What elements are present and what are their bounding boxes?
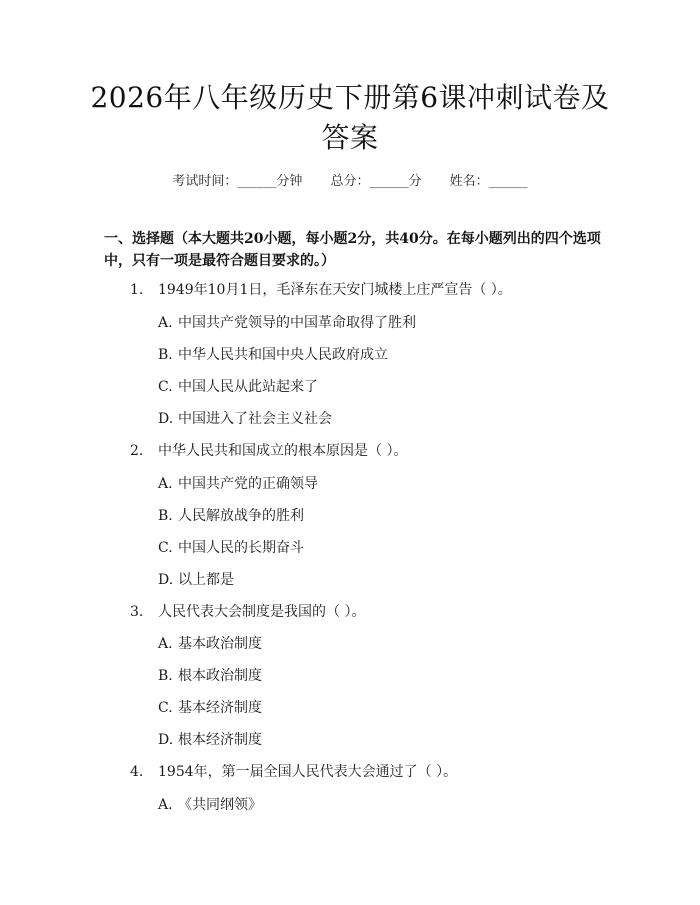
- question-text: 1954年，第一届全国人民代表大会通过了（ ）。: [158, 764, 458, 780]
- total-score-field: 总分：______分: [330, 174, 422, 189]
- option-text: 中国进入了社会主义社会: [178, 411, 332, 427]
- option-letter: D.: [158, 732, 174, 748]
- option-letter: C.: [158, 379, 173, 395]
- option-letter: B.: [158, 668, 173, 684]
- option-letter: A.: [158, 315, 173, 331]
- page-title: 2026年八年级历史下册第6课冲刺试卷及答案: [90, 81, 610, 154]
- section-heading: 一、选择题（本大题共20小题，每小题2分，共40分。在每小题列出的四个选项中，只有一项是最符合题目要求的。）: [104, 231, 601, 269]
- option-letter: C.: [158, 700, 173, 716]
- option-text: 中国共产党领导的中国革命取得了胜利: [178, 315, 416, 331]
- option-letter: A.: [158, 476, 173, 492]
- option-text: 《共同纲领》: [178, 797, 262, 813]
- option-letter: A.: [158, 636, 173, 652]
- option-text: 基本经济制度: [178, 700, 262, 716]
- option-letter: A.: [158, 797, 173, 813]
- question-2-option-c: [158, 539, 304, 557]
- option-text: 中国人民的长期奋斗: [178, 540, 304, 556]
- question-2-option-d: [158, 571, 234, 589]
- question-number: 1.: [130, 282, 144, 298]
- question-number: 4.: [130, 764, 144, 780]
- question-1-option-a: [158, 314, 416, 332]
- option-letter: D.: [158, 572, 174, 588]
- question-2-option-a: [158, 475, 318, 493]
- question-1-option-d: [158, 410, 332, 428]
- question-2-option-b: [158, 507, 304, 525]
- question-1: [130, 281, 512, 299]
- question-text: 人民代表大会制度是我国的（ ）。: [158, 604, 366, 620]
- student-name-field: 姓名：______: [449, 174, 528, 189]
- question-1-option-b: [158, 346, 388, 364]
- question-text: 中华人民共和国成立的根本原因是（ ）。: [158, 443, 408, 459]
- option-letter: D.: [158, 411, 174, 427]
- exam-time-field: 考试时间：______分钟: [172, 174, 303, 189]
- question-3: [130, 603, 365, 621]
- question-3-option-b: [158, 667, 262, 685]
- question-1-option-c: [158, 378, 318, 396]
- question-2: [130, 442, 407, 460]
- option-text: 根本经济制度: [178, 732, 262, 748]
- option-text: 基本政治制度: [178, 636, 262, 652]
- question-4-option-a: [158, 796, 262, 814]
- question-number: 3.: [130, 604, 144, 620]
- option-text: 以上都是: [178, 572, 234, 588]
- option-text: 中华人民共和国中央人民政府成立: [178, 347, 388, 363]
- option-letter: B.: [158, 347, 173, 363]
- exam-info-line: [0, 170, 700, 189]
- question-3-option-c: [158, 699, 262, 717]
- question-3-option-d: [158, 731, 262, 749]
- option-text: 根本政治制度: [178, 668, 262, 684]
- option-text: 中国人民从此站起来了: [178, 379, 318, 395]
- question-3-option-a: [158, 635, 262, 653]
- option-letter: C.: [158, 540, 173, 556]
- question-number: 2.: [130, 443, 144, 459]
- option-letter: B.: [158, 508, 173, 524]
- option-text: 人民解放战争的胜利: [178, 508, 304, 524]
- question-text: 1949年10月1日，毛泽东在天安门城楼上庄严宣告（ ）。: [158, 282, 512, 298]
- option-text: 中国共产党的正确领导: [178, 476, 318, 492]
- question-4: [130, 763, 457, 781]
